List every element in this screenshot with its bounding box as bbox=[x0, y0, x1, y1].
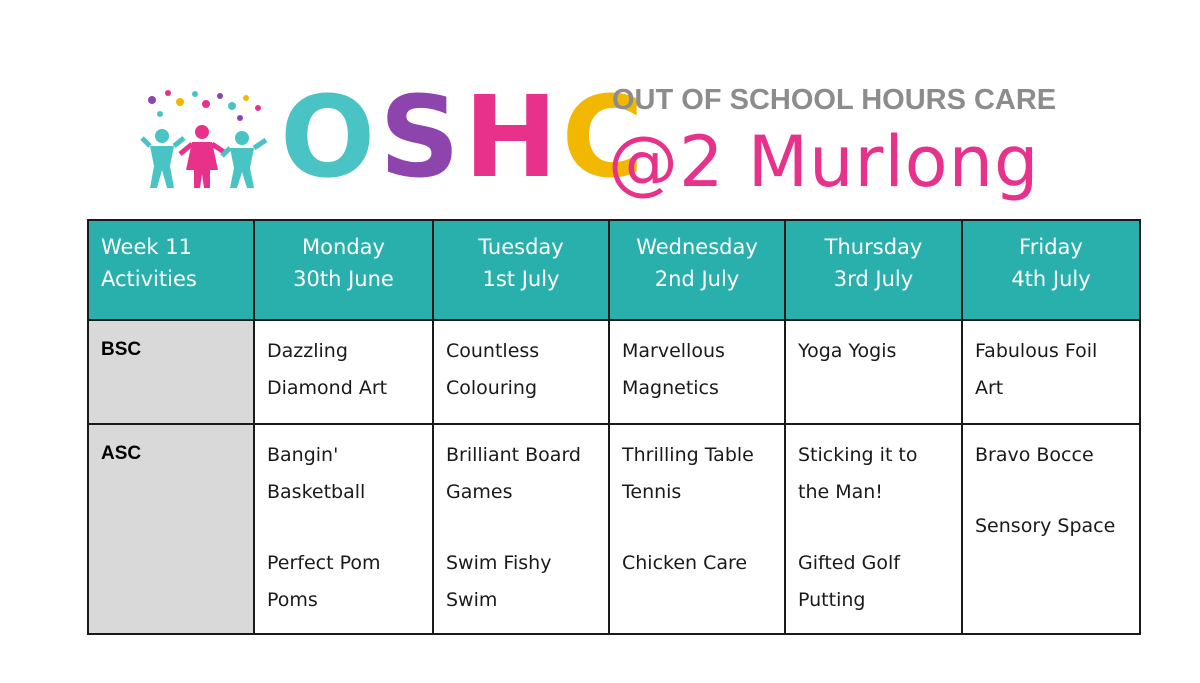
day-header-monday bbox=[254, 220, 433, 320]
activity: Chicken Care bbox=[622, 552, 748, 574]
bsc-wednesday-cell bbox=[609, 320, 785, 424]
logo-letter-o: O bbox=[280, 73, 380, 203]
activity: Yoga Yogis bbox=[798, 340, 897, 362]
corner-week: Week 11 bbox=[101, 235, 192, 259]
day-date: 4th July bbox=[1011, 267, 1091, 291]
day-date: 2nd July bbox=[654, 267, 740, 291]
day-date: 30th June bbox=[293, 267, 394, 291]
activity: Thrilling Table Tennis bbox=[622, 444, 754, 503]
activity: Sensory Space bbox=[975, 515, 1116, 537]
bsc-monday-cell bbox=[254, 320, 433, 424]
day-header-friday bbox=[962, 220, 1140, 320]
row-label-bsc: BSC bbox=[88, 320, 254, 424]
activity: Bangin' Basketball bbox=[267, 444, 366, 503]
corner-activities: Activities bbox=[101, 267, 197, 291]
day-name: Thursday bbox=[824, 235, 923, 259]
activity: Brilliant Board Games bbox=[446, 444, 581, 503]
children-silhouettes-icon bbox=[140, 88, 270, 193]
oshc-logo bbox=[280, 73, 648, 203]
asc-wednesday-cell bbox=[609, 424, 785, 634]
logo-subtitle: OUT OF SCHOOL HOURS CARE bbox=[612, 84, 1057, 116]
table-row-bsc bbox=[88, 320, 1140, 424]
day-date: 3rd July bbox=[833, 267, 914, 291]
asc-thursday-cell bbox=[785, 424, 962, 634]
bsc-tuesday-cell bbox=[433, 320, 609, 424]
day-name: Tuesday bbox=[478, 235, 564, 259]
activity: Perfect Pom Poms bbox=[267, 552, 381, 611]
activity: Bravo Bocce bbox=[975, 444, 1094, 466]
bsc-thursday-cell bbox=[785, 320, 962, 424]
logo-location: @2 Murlong bbox=[608, 121, 1040, 203]
day-name: Wednesday bbox=[636, 235, 758, 259]
activity: Fabulous Foil Art bbox=[975, 340, 1098, 399]
activity: Swim Fishy Swim bbox=[446, 552, 552, 611]
activity: Sticking it to the Man! bbox=[798, 444, 918, 503]
activity: Marvellous Magnetics bbox=[622, 340, 725, 399]
logo-letter-h: H bbox=[463, 73, 562, 203]
day-header-thursday bbox=[785, 220, 962, 320]
day-header-wednesday bbox=[609, 220, 785, 320]
header bbox=[0, 0, 1200, 215]
bsc-friday-cell bbox=[962, 320, 1140, 424]
day-name: Friday bbox=[1019, 235, 1083, 259]
activity: Gifted Golf Putting bbox=[798, 552, 900, 611]
activity: Countless Colouring bbox=[446, 340, 540, 399]
asc-monday-cell bbox=[254, 424, 433, 634]
activities-table bbox=[87, 219, 1141, 635]
day-header-tuesday bbox=[433, 220, 609, 320]
activity: Dazzling Diamond Art bbox=[267, 340, 388, 399]
day-name: Monday bbox=[302, 235, 385, 259]
day-date: 1st July bbox=[482, 267, 560, 291]
asc-tuesday-cell bbox=[433, 424, 609, 634]
logo-letter-c: C bbox=[561, 73, 648, 203]
logo-letter-s: S bbox=[379, 73, 464, 203]
table-row-asc bbox=[88, 424, 1140, 634]
asc-friday-cell bbox=[962, 424, 1140, 634]
table-header-row bbox=[88, 220, 1140, 320]
row-label-asc: ASC bbox=[88, 424, 254, 634]
corner-header bbox=[88, 220, 254, 320]
